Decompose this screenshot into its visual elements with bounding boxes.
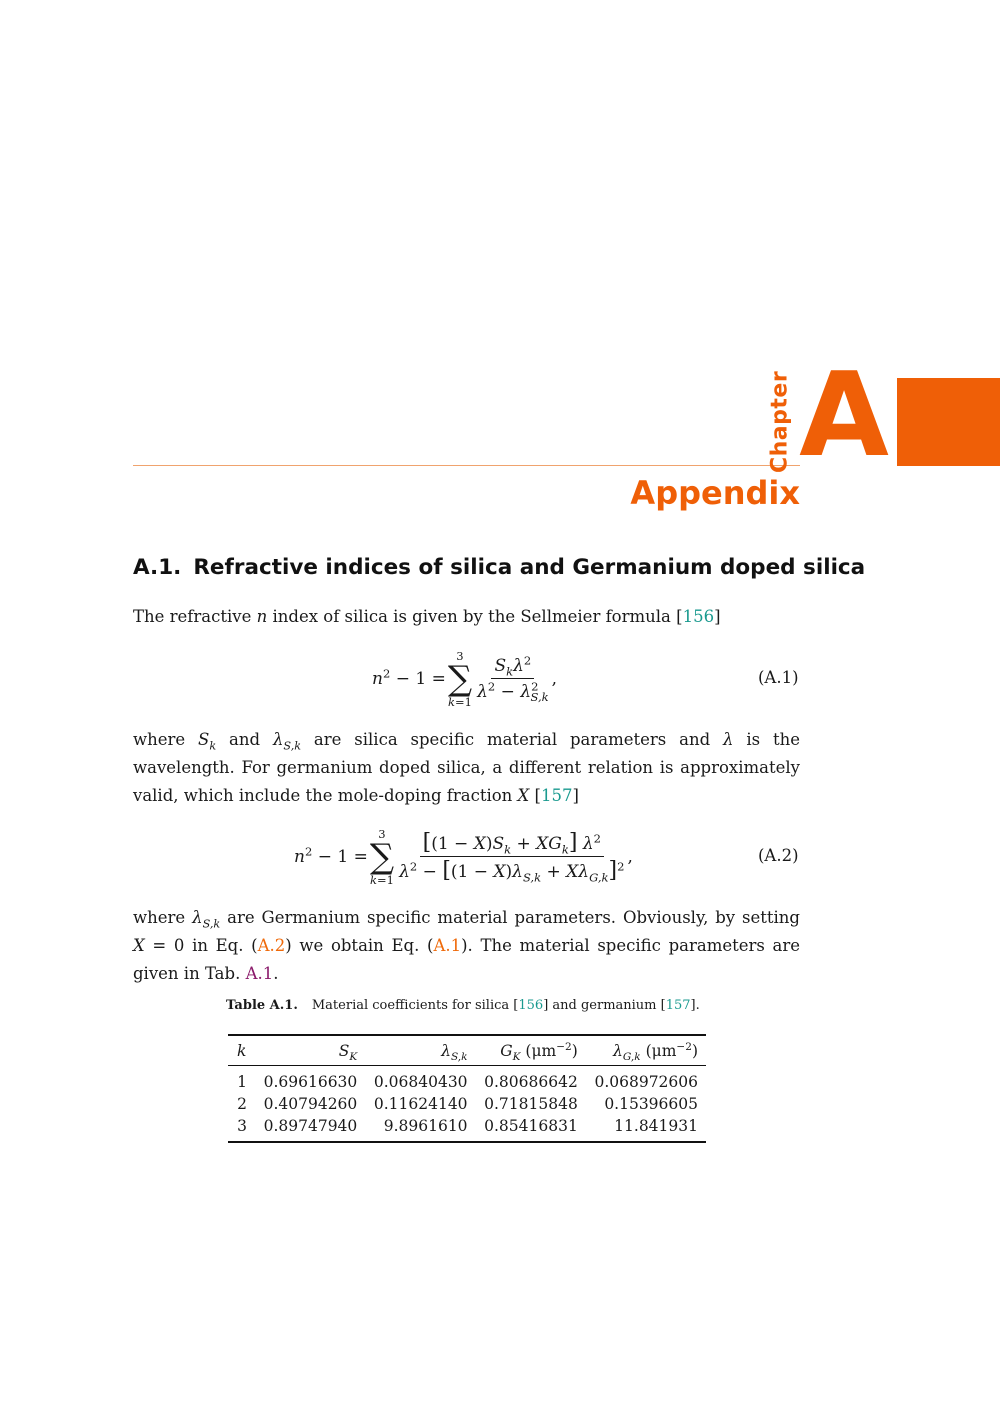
paragraph-parameters: where $\lambda_{S,k}$ are Germanium specific material parameters. Obviously, by setting X = 0 in Eq. (A.2) we obtain Eq. (A.1). The material specific parameters are given in Tab. A.1. <box>133 908 801 983</box>
equation-a2: $n^2 - 1$ = 3 ∑ k=1 $\frac{[(1 - X)S_k + XG_k] \lambda^2}{\lambda^2 - [(1 - X)\lambda_{S,k} + X\lambda_{G,k}]^2}$ , <box>294 827 633 887</box>
table-row: 1 0.69616630 0.06840430 0.80686642 0.068972606 <box>237 1073 698 1091</box>
section-heading <box>133 555 865 580</box>
equation-number-a2: (A.2) <box>758 846 799 865</box>
col-header-sk: $S_K$ <box>255 1035 365 1066</box>
chapter-rule <box>133 465 800 466</box>
col-header-lambda-gk: $\lambda_{G,k}$ $(\mu m^{-2})$ <box>586 1035 706 1066</box>
material-coefficients-table <box>228 1034 706 1143</box>
citation-link[interactable]: 157 <box>540 786 573 805</box>
citation-link[interactable]: 157 <box>665 998 691 1013</box>
chapter-letter: A <box>799 348 889 483</box>
section-number: A.1. <box>133 555 182 580</box>
equation-a1: $n^2 - 1$ = 3 ∑ k=1 $\frac{S_k\lambda^2}{\lambda^2 - \lambda^2_{S,k}}$ , <box>372 649 558 709</box>
citation-link[interactable]: 156 <box>518 998 544 1013</box>
chapter-title: Appendix <box>630 474 800 512</box>
chapter-label: Chapter <box>767 370 793 474</box>
col-header-gk: $G_K$ $(\mu m^{-2})$ <box>476 1035 586 1066</box>
section-title: Refractive indices of silica and Germanium doped silica <box>193 555 866 580</box>
paragraph-sellmeier-intro: The refractive n index of silica is given by the Sellmeier formula [156] <box>133 607 721 626</box>
table-caption: Table A.1. Material coefficients for silica [156] and germanium [157]. <box>226 998 700 1013</box>
equation-link[interactable]: A.1 <box>433 936 462 955</box>
equation-link[interactable]: A.2 <box>257 936 286 955</box>
col-header-lambda-sk: $\lambda_{S,k}$ <box>365 1035 475 1066</box>
table-link[interactable]: A.1 <box>245 964 274 983</box>
chapter-thumb-tab <box>897 378 1000 466</box>
table-caption-label: Table A.1. <box>226 998 298 1013</box>
table-header-row <box>228 1035 706 1066</box>
paragraph-germanium-relation: where $S_k$ and $\lambda_{S,k}$ are silica specific material parameters and λ is the wavelength. For germanium doped silica, a different relation is approximately valid, which include the mole-doping fraction X [157] <box>133 730 800 805</box>
table-row: 2 0.40794260 0.11624140 0.71815848 0.15396605 <box>237 1095 698 1113</box>
table-row: 3 0.89747940 9.8961610 0.85416831 11.841931 <box>228 1115 706 1142</box>
equation-number-a1: (A.1) <box>758 668 799 687</box>
col-header-k: k <box>228 1035 255 1066</box>
citation-link[interactable]: 156 <box>682 607 715 626</box>
